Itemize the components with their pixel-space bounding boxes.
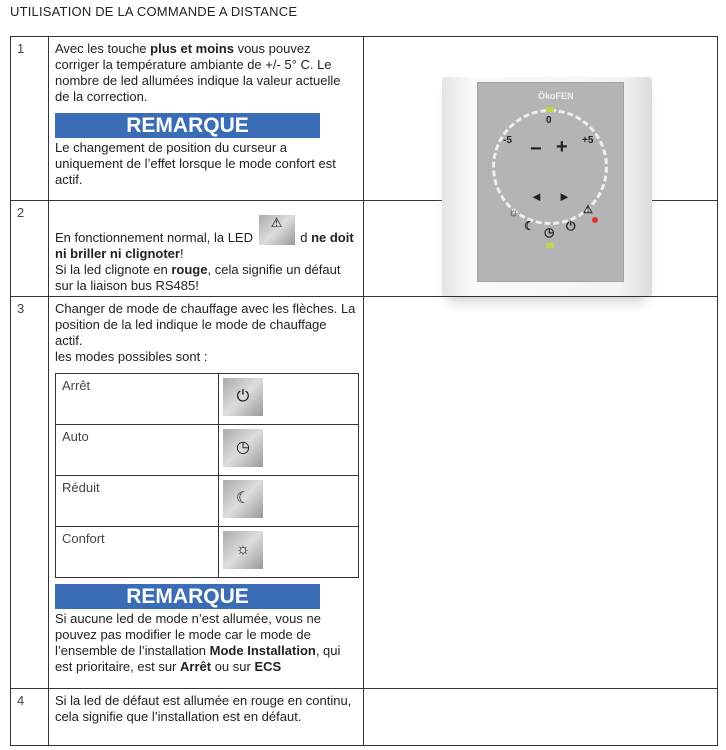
warning-icon: ⚠ [270,215,283,230]
remark-text: Le changement de position du curseur a uniquement de l’effet lorsque le mode confort est actif. [55,140,336,187]
warning-led-image [259,215,295,245]
bold-text: plus et moins [150,41,234,56]
moon-icon: ☾ [223,480,263,518]
text: ! [179,246,184,261]
text: vous pouvez corriger la température ambiante de +/- 5° C. Le nombre de led allumées indique la valeur actuelle de la correction. [55,41,341,104]
mode-row [56,425,358,476]
plus5-label: +5 [582,135,594,146]
table-row [11,297,717,689]
row-content [49,201,364,296]
row-content: Si la led de défaut est allumée en rouge en continu, cela signifie que l’installation est en défaut. [49,689,364,745]
zero-label: 0 [546,115,552,126]
led-green-top [546,107,554,112]
row-content [49,297,364,688]
row-number: 4 [11,689,49,745]
brand-logo: ÖkoFEN [538,91,574,101]
text: les modes possibles sont : [55,349,208,364]
text: Si la led clignote en [55,262,172,277]
mode-row [56,527,358,577]
sun-icon: ☼ [223,531,263,569]
power-icon: ⏻ [566,219,576,233]
table-row [11,201,717,297]
clock-icon: ◷ [223,429,263,467]
bold-text: rouge [171,262,208,277]
text: Avec les touche [55,41,151,56]
remark-banner: REMARQUE [55,113,320,138]
text: Changer de mode de chauffage avec les flèches. La position de la led indique le mode de chauffage actif. [55,301,356,348]
minus5-label: -5 [503,135,512,146]
text: Si aucune led de mode n’est allumée, vous ne pouvez pas modifier le mode car le mode de l’ensemble de l’installation [55,611,321,658]
text: , cela signifie un défaut sur la liaison bus RS485! [55,262,341,293]
text: En fonctionnement normal, la LED [55,230,257,245]
row-content [49,37,364,200]
text: ou sur [211,659,255,674]
mode-label: Auto [56,425,219,475]
left-arrow-button[interactable]: ◄ [530,189,543,204]
warning-icon: ⚠ [583,204,593,216]
moon-icon: ☾ [524,219,535,233]
bold-text: Mode Installation [209,643,316,658]
bold-text: Arrêt [180,659,212,674]
modes-table [55,373,359,578]
page-title: UTILISATION DE LA COMMANDE A DISTANCE [10,4,298,19]
bold-text: ECS [254,659,282,674]
clock-icon: ◷ [544,225,555,239]
row-number: 1 [11,37,49,200]
plus-button[interactable]: + [556,136,568,158]
remark-banner: REMARQUE [55,584,320,609]
mode-label: Confort [56,527,219,577]
instructions-table [10,36,718,746]
mode-label: Réduit [56,476,219,526]
power-icon: ⏻ [223,378,263,416]
right-arrow-button[interactable]: ► [558,189,571,204]
row-number: 2 [11,201,49,296]
text: , qui est prioritaire, est sur [55,643,341,674]
minus-button[interactable]: − [530,138,542,160]
text: d [296,230,312,245]
mode-row [56,374,358,425]
sun-icon: ☼ [508,205,519,219]
mode-row [56,476,358,527]
table-row [11,689,717,745]
bold-text: ne doit ni briller ni clignoter [55,230,354,261]
mode-label: Arrêt [56,374,219,424]
device-image-cell [364,37,717,239]
row-number: 3 [11,297,49,688]
